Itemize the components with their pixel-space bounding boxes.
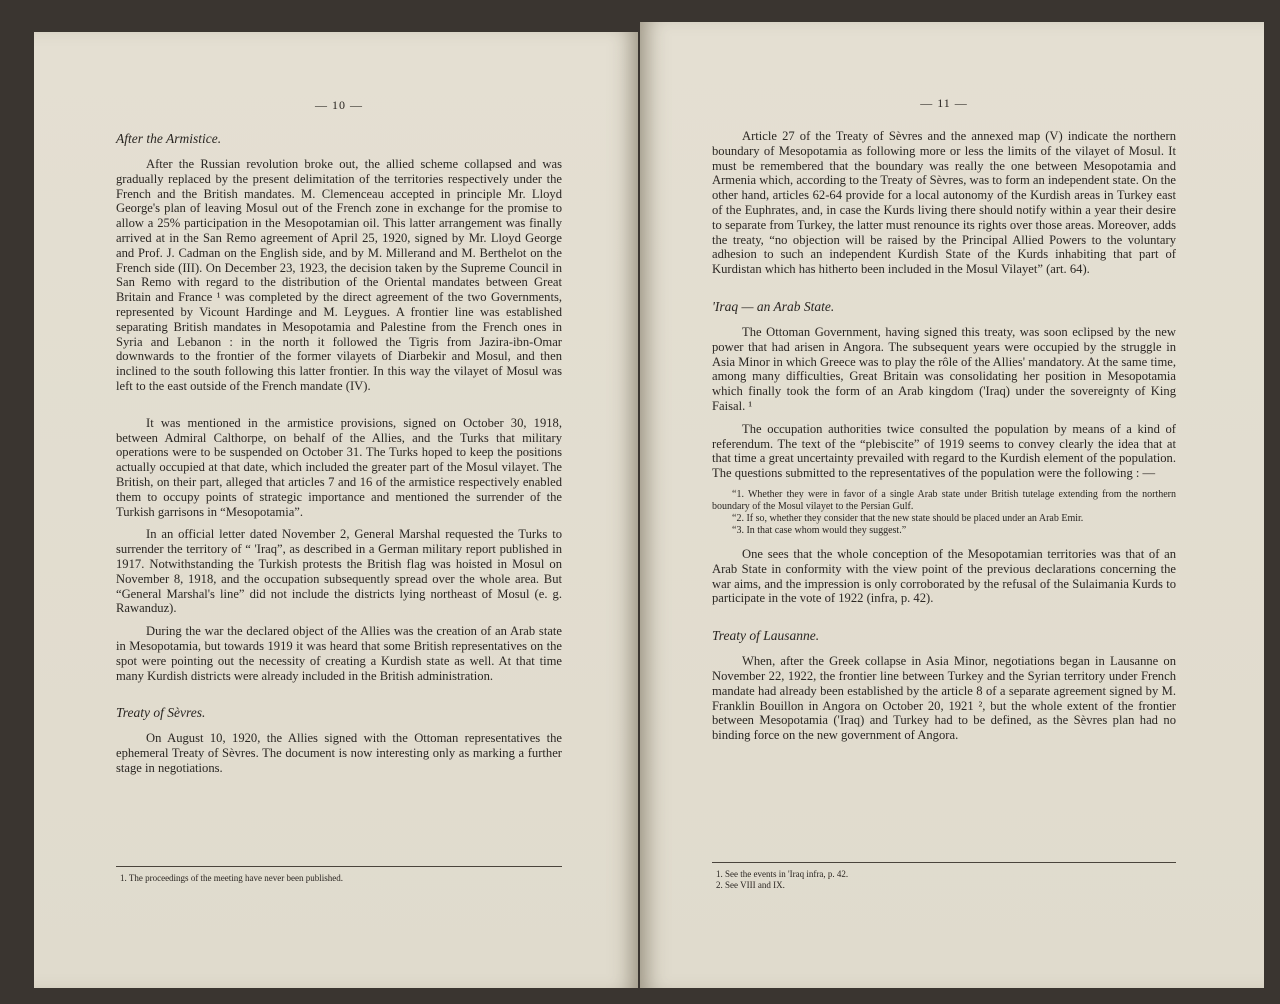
paragraph: Article 27 of the Treaty of Sèvres and the annexed map (V) indicate the northern boundary of Mesopotamia as following more or less the limits of the vilayet of Mosul. It must be remembered that the boundary was really the one between Mesopotamia and Armenia which, according to the Treaty of Sèvres, was to form an independent state. On the other hand, articles 62-64 provide for a local autonomy of the Kurdish areas in Turkey east of the Euphrates, and, in case the Kurds living there should notify within a year their desire to separate from Turkey, the latter must renounce its rights over those areas. Moreover, adds the treaty, “no objection will be raised by the Principal Allied Powers to the voluntary adhesion to such an independent Kurdish State of the Kurds inhabiting that part of Kurdistan which has hitherto been included in the Mosul Vilayet” (art. 64). (712, 129, 1176, 277)
right-page (640, 22, 1264, 988)
paragraph: One sees that the whole conception of the Mesopotamian territories was that of an Arab State in conformity with the view point of the previous declarations concerning the war aims, and the impression is only corroborated by the refusal of the Sulaimania Kurds to participate in the vote of 1922 (infra, p. 42). (712, 546, 1176, 606)
paragraph: It was mentioned in the armistice provisions, signed on October 30, 1918, between Admiral Calthorpe, on behalf of the Allies, and the Turks that military operations were to be suspended on October 31. The Turks hoped to keep the positions actually occupied at that date, which included the greater part of the Mosul vilayet. The British, on their part, alleged that articles 7 and 16 of the armistice respectively enabled them to occupy points of strategic importance and mentioned the surrender of the Turkish garrisons in “Mesopotamia”. (116, 415, 562, 519)
plebiscite-quote (712, 489, 1176, 537)
footnotes (116, 866, 562, 884)
footnotes (712, 862, 1176, 891)
section-heading-lausanne: Treaty of Lausanne. (712, 628, 820, 644)
book-spread (6, 8, 1274, 996)
paragraph: During the war the declared object of the Allies was the creation of an Arab state in Mesopotamia, but towards 1919 it was heard that some British representatives on the spot were pointing out the necessity of creating a Kurdish state as well. At that time many Kurdish districts were already included in the British administration. (116, 624, 562, 683)
footnote: 1. See the events in 'Iraq infra, p. 42. (716, 869, 849, 879)
page-number: — 11 — (920, 96, 968, 110)
quote-item: “2. If so, whether they consider that the new state should be placed under an Arab Emir. (732, 512, 1084, 524)
right-page-content (712, 96, 1176, 751)
left-page (34, 32, 638, 988)
left-page-content (116, 98, 562, 784)
footnote-rule (712, 862, 1176, 863)
paragraph: The occupation authorities twice consulted the population by means of a kind of referendum. The text of the “plebiscite” of 1919 seems to convey clearly the idea that at that time a great uncertainty prevailed with regard to the Kurdish element of the population. The questions submitted to the representatives of the population were the following : — (712, 421, 1176, 481)
section-heading-sevres: Treaty of Sèvres. (116, 705, 206, 721)
footnote-rule (116, 866, 562, 867)
paragraph: When, after the Greek collapse in Asia Minor, negotiations began in Lausanne on November 22, 1922, the frontier line between Turkey and the Syrian territory under French mandate had already been established by the article 8 of a separate agreement signed by M. Franklin Bouillon in Angora on October 20, 1921 ², but the whole extent of the frontier between Mesopotamia ('Iraq) and Turkey had to be defined, as the Sèvres plan had no binding force on the new government of Angora. (712, 654, 1176, 743)
section-heading-armistice: After the Armistice. (116, 131, 222, 146)
paragraph: In an official letter dated November 2, General Marshal requested the Turks to surrender the territory of “ 'Iraq”, as described in a German military report published in 1917. Notwithstanding the Turkish protests the British flag was hoisted in Mosul on November 8, 1918, and the occupation subsequently spread over the whole area. But “General Marshal's line” did not include the districts lying northeast of Mosul (e. g. Rawanduz). (116, 527, 562, 616)
footnote: 2. See VIII and IX. (716, 880, 785, 890)
page-number: — 10 — (315, 98, 363, 112)
quote-item: “1. Whether they were in favor of a single Arab state under British tutelage extending from the northern boundary of the Mosul vilayet to the Persian Gulf. (712, 488, 1176, 512)
footnote: 1. The proceedings of the meeting have never been published. (120, 873, 344, 883)
paragraph: On August 10, 1920, the Allies signed with the Ottoman representatives the ephemeral Treaty of Sèvres. The document is now interesting only as marking a further stage in negotiations. (116, 731, 562, 775)
quote-item: “3. In that case whom would they suggest.” (732, 524, 907, 536)
paragraph: After the Russian revolution broke out, the allied scheme collapsed and was gradually replaced by the present delimitation of the territories respectively under the French and the British mandates. M. Clemenceau accepted in principle Mr. Lloyd George's plan of leaving Mosul out of the French zone in exchange for the promise to allow a 25% participation in the Mesopotamian oil. This latter arrangement was finally arrived at in the San Remo agreement of April 25, 1920, signed by Mr. Lloyd George and Prof. J. Cadman on the English side, and by M. Millerand and M. Berthelot on the French side (III). On December 23, 1923, the decision taken by the Supreme Council in San Remo with regard to the distribution of the Oriental mandates between Great Britain and France ¹ was completed by the direct agreement of the two Governments, represented by Vicount Hardinge and M. Leygues. A frontier line was established separating British mandates in Mesopotamia and Palestine from the French ones in Syria and Lebanon : in the north it followed the Tigris from Jazira-ibn-Omar downwards to the frontier of the former vilayets of Diarbekir and Mosul, and then inclined to the south following this latter frontier. In this way the vilayet of Mosul was left to the east outside of the French mandate (IV). (116, 157, 562, 393)
section-heading-iraq: 'Iraq — an Arab State. (712, 298, 835, 314)
paragraph: The Ottoman Government, having signed this treaty, was soon eclipsed by the new power that had arisen in Angora. The subsequent years were occupied by the struggle in Asia Minor in which Greece was to play the rôle of the Allies' mandatory. At the same time, among many difficulties, Great Britain was consolidating her position in Mesopotamia which finally took the form of an Arab kingdom ('Iraq) under the sovereignty of King Faisal. ¹ (712, 324, 1176, 413)
